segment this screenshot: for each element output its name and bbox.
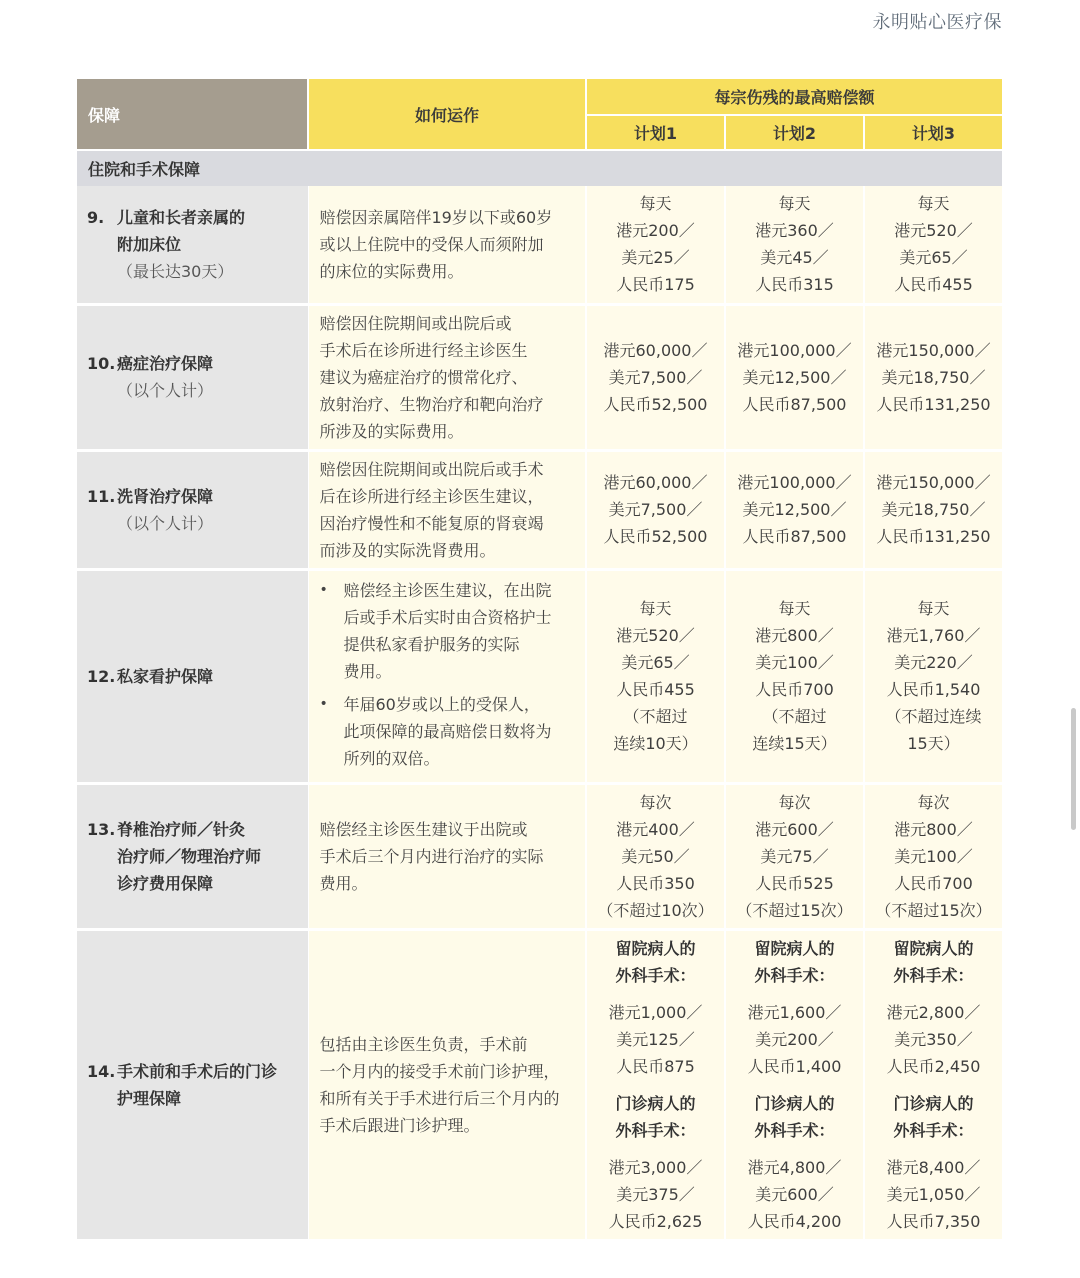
inpatient-label: 外科手术： [615, 965, 696, 985]
item-number: 12. [87, 666, 116, 686]
table-row [77, 304, 1002, 450]
section-title: 住院和手术保障 [77, 150, 1002, 186]
item-title: 脊椎治疗师／针灸 [117, 819, 246, 839]
plan-2-amount: 港元100,000／ 美元12,500／ 人民币87,500 [725, 450, 864, 569]
plan-2-amount: 每次 港元600／ 美元75／ 人民币525 （不超过15次） [725, 783, 864, 929]
inpatient-label: 留院病人的 [615, 938, 696, 958]
plan-3-amount: 留院病人的 外科手术： 港元2,800／ 美元350／ 人民币2,450 门诊病人的 外科手术： 港元8,400／ 美元1,050／ 人民币7,350 [864, 929, 1002, 1239]
plan-1-amount: 留院病人的 外科手术： 港元1,000／ 美元125／ 人民币875 门诊病人的 外科手术： 港元3,000／ 美元375／ 人民币2,625 [586, 929, 725, 1239]
item-number: 10. [87, 354, 116, 373]
how-line: 或以上住院中的受保人而须附加 [319, 234, 544, 254]
table-row [77, 569, 1002, 783]
item-title: 手术前和手术后的门诊 [117, 1061, 278, 1081]
plan-3-amount: 每天 港元1,760／ 美元220／ 人民币1,540 （不超过连续 15天） [864, 569, 1002, 783]
outpatient-label: 外科手术： [754, 1120, 835, 1140]
how-cell: 包括由主诊医生负责，手术前 一个月内的接受手术前门诊护理， 和所有关于手术进行后三个月内的 手术后跟进门诊护理。 [308, 929, 586, 1239]
table-row [77, 186, 1002, 304]
how-cell: 赔偿经主诊医生建议于出院或 手术后三个月内进行治疗的实际 费用。 [308, 783, 586, 929]
item-title: 治疗师／物理治疗师 [117, 846, 262, 866]
plan-1-amount: 每天 港元520／ 美元65／ 人民币455 （不超过 连续10天） [586, 569, 725, 783]
how-cell: 赔偿因住院期间或出院后或手术 后在诊所进行经主诊医生建议， 因治疗慢性和不能复原的肾衰竭 而涉及的实际洗肾费用。 [308, 450, 586, 569]
header-plan-3: 计划3 [864, 115, 1002, 150]
item-title: 癌症治疗保障 [117, 354, 214, 373]
plan-2-amount: 留院病人的 外科手术： 港元1,600／ 美元200／ 人民币1,400 门诊病人的 外科手术： 港元4,800／ 美元600／ 人民币4,200 [725, 929, 864, 1239]
header-plan-1: 计划1 [586, 115, 725, 150]
inpatient-label: 留院病人的 [754, 938, 835, 958]
item-number: 9. [87, 207, 105, 227]
bullet-item: • 赔偿经主诊医生建议，在出院 后或手术后实时由合资格护士 提供私家看护服务的实际 费用。 [320, 577, 576, 685]
coverage-cell [77, 186, 308, 304]
coverage-cell [77, 783, 308, 929]
header-max-benefit: 每宗伤残的最高赔偿额 [586, 79, 1002, 115]
how-cell [308, 186, 586, 304]
plan-3-amount: 每次 港元800／ 美元100／ 人民币700 （不超过15次） [864, 783, 1002, 929]
table-row [77, 783, 1002, 929]
inpatient-label: 留院病人的 [893, 938, 974, 958]
scrollbar[interactable] [1071, 708, 1076, 830]
item-number: 13. [87, 819, 116, 839]
item-title: 私家看护保障 [117, 666, 214, 686]
how-line: 赔偿因亲属陪伴19岁以下或60岁 [319, 207, 553, 227]
coverage-cell [77, 929, 308, 1239]
plan-2-amount: 每天 港元360／ 美元45／ 人民币315 [725, 186, 864, 304]
item-title: 儿童和长者亲属的 [117, 207, 246, 227]
outpatient-label: 门诊病人的 [754, 1093, 835, 1113]
outpatient-label: 门诊病人的 [893, 1093, 974, 1113]
plan-1-amount: 每次 港元400／ 美元50／ 人民币350 （不超过10次） [586, 783, 725, 929]
item-title: 洗肾治疗保障 [117, 486, 214, 506]
plan-1-amount: 每天 港元200／ 美元25／ 人民币175 [586, 186, 725, 304]
item-subtitle: （最长达30天） [117, 261, 234, 281]
benefits-table [77, 79, 1002, 1239]
how-line: 的床位的实际费用。 [319, 261, 464, 281]
item-title: 护理保障 [117, 1088, 182, 1108]
table-row [77, 929, 1002, 1239]
brand-name: 永明贴心医疗保 [872, 12, 1002, 33]
outpatient-label: 外科手术： [615, 1120, 696, 1140]
item-subtitle: （以个人计） [117, 381, 214, 400]
plan-2-amount: 港元100,000／ 美元12,500／ 人民币87,500 [725, 304, 864, 450]
header-how-it-works: 如何运作 [308, 79, 586, 150]
coverage-cell [77, 304, 308, 450]
header-plan-2: 计划2 [725, 115, 864, 150]
bullet-item: • 年届60岁或以上的受保人， 此项保障的最高赔偿日数将为 所列的双倍。 [320, 691, 576, 772]
item-number: 11. [87, 486, 116, 506]
item-number: 14. [87, 1061, 116, 1081]
outpatient-label: 门诊病人的 [615, 1093, 696, 1113]
bullet-list [320, 577, 576, 772]
table-row [77, 450, 1002, 569]
plan-2-amount: 每天 港元800／ 美元100／ 人民币700 （不超过 连续15天） [725, 569, 864, 783]
plan-1-amount: 港元60,000／ 美元7,500／ 人民币52,500 [586, 450, 725, 569]
inpatient-label: 外科手术： [893, 965, 974, 985]
coverage-cell [77, 569, 308, 783]
outpatient-label: 外科手术： [893, 1120, 974, 1140]
how-cell: 赔偿因住院期间或出院后或 手术后在诊所进行经主诊医生 建议为癌症治疗的惯常化疗、 放射治疗、生物治疗和靶向治疗 所涉及的实际费用。 [308, 304, 586, 450]
item-title: 诊疗费用保障 [117, 873, 214, 893]
inpatient-label: 外科手术： [754, 965, 835, 985]
plan-3-amount: 港元150,000／ 美元18,750／ 人民币131,250 [864, 450, 1002, 569]
header-coverage: 保障 [77, 79, 308, 150]
plan-3-amount: 每天 港元520／ 美元65／ 人民币455 [864, 186, 1002, 304]
how-cell [308, 569, 586, 783]
plan-3-amount: 港元150,000／ 美元18,750／ 人民币131,250 [864, 304, 1002, 450]
coverage-cell [77, 450, 308, 569]
plan-1-amount: 港元60,000／ 美元7,500／ 人民币52,500 [586, 304, 725, 450]
item-subtitle: （以个人计） [117, 513, 214, 533]
item-title: 附加床位 [117, 234, 182, 254]
